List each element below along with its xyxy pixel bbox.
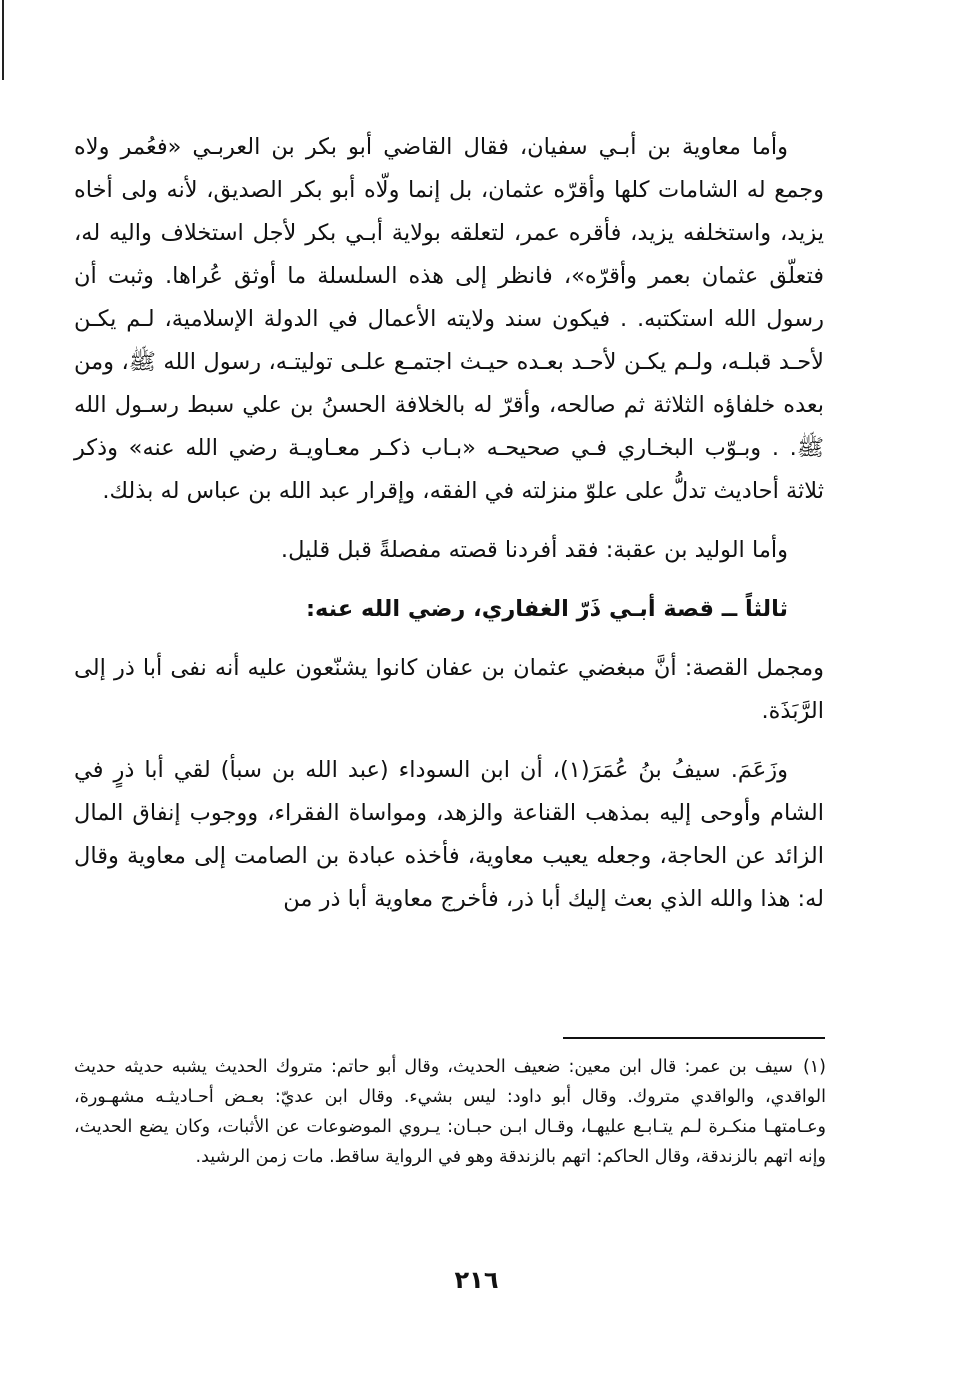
section-heading-abu-dharr: ثالثاً ــ قصة أبـي ذَرّ الغفاري، رضي الله عنه: [306, 596, 788, 622]
footnote-text: سيف بن عمر: قال ابن معين: ضعيف الحديث، وقال أبو حاتم: متروك الحديث يشبه حديثه حديث الواقدي، والواقدي متروك. وقال أبو داود: ليس بشيء. وقال ابن عديّ: بعـض أحـاديثـه مشهـورة، وعـامتهـا منكـرة لـم يتـابـع عليهـا، وقـال ابـن حبـان: يـروي الموضوعات عن الأثبات، وكان يضع الحديث، وإنه اتهم بالزندقة، وقال الحاكم: اتهم بالزندقة وهو في الرواية ساقط. مات زمن الرشيد. [74, 1057, 826, 1167]
main-body-text [74, 126, 824, 921]
footnote-number: (١) [802, 1057, 826, 1077]
paragraph-summary: ومجمل القصة: أنَّ مبغضي عثمان بن عفان كانوا يشنّعون عليه أنه نفى أبا ذر إلى الرَّبَذَة. [74, 655, 824, 724]
footnote-divider [563, 1037, 825, 1039]
footnote-item [74, 1052, 826, 1172]
scan-edge-line [2, 0, 4, 80]
paragraph-walid: وأما الوليد بن عقبة: فقد أفردنا قصته مفصلةً قبل قليل. [280, 537, 788, 563]
page-number: ٢١٦ [454, 1266, 499, 1294]
paragraph-muawiya: وأما معاوية بن أبـي سفيان، فقال القاضي أبو بكر بن العربـي «فعُمر ولاه وجمع له الشامات كلها وأقرّه عثمان، بل إنما ولّاه أبو بكر الصديق، لأنه ولى أخاه يزيد، واستخلفه يزيد، فأقره عمر، لتعلقه بولاية أبـي بكر لأجل استخلاف واليه له، فتعلّق عثمان بعمر وأقرّه»، فانظر إلى هذه السلسلة ما أوثق عُراها. وثبت أن رسول الله استكتبه. . فيكون سند ولايته الأعمال في الدولة الإسلامية، لـم يكـن لأحـد قبلـه، ولـم يكـن لأحـد بعـده حيـث اجتمـع علـى توليتـه، رسول الله ﷺ، ومن بعده خلفاؤه الثلاثة ثم صالحه، وأقرّ له بالخلافة الحسنُ بن علي سبط رسـول الله ﷺ. . وبـوّب البخـاري فـي صحيحـه «بـاب ذكـر معـاويـة رضي الله عنه» وذكر ثلاثة أحاديث تدلُّ على علوّ منزلته في الفقه، وإقرار عبد الله بن عباس له بذلك. [74, 134, 824, 504]
footnotes-section [74, 1052, 826, 1172]
paragraph-sayf-claim: وزَعَمَ. سيفُ بنُ عُمَرَ(١)، أن ابن السوداء (عبد الله بن سبأ) لقي أبا ذرٍ في الشام وأوحى إليه بمذهب القناعة والزهد، ومواساة الفقراء، ووجوب إنفاق المال الزائد عن الحاجة، وجعله يعيب معاوية، فأخذه عبادة بن الصامت إلى معاوية وقال له: هذا والله الذي بعث إليك أبا ذر، فأخرج معاوية أبا ذر من [74, 757, 824, 912]
